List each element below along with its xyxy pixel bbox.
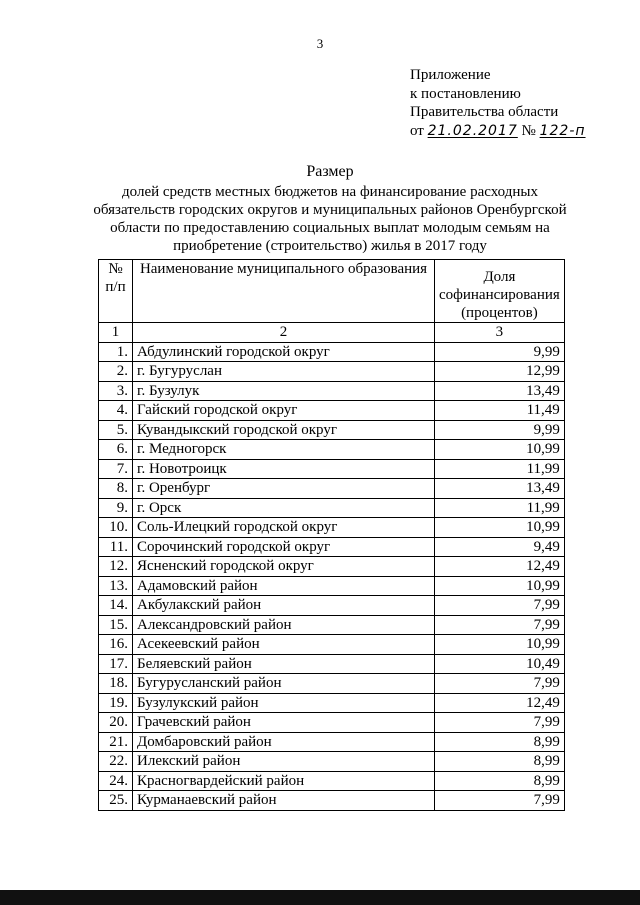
row-name: Домбаровский район <box>133 732 435 752</box>
table-body <box>99 342 565 810</box>
resolution-number: 122-п <box>539 122 586 139</box>
row-number: 6. <box>99 440 133 460</box>
table-row <box>99 420 565 440</box>
table-header-row <box>99 260 565 323</box>
row-value: 12,99 <box>435 362 565 382</box>
row-name: Беляевский район <box>133 654 435 674</box>
scan-bottom-edge <box>0 890 640 905</box>
row-number: 19. <box>99 693 133 713</box>
row-value: 10,99 <box>435 576 565 596</box>
row-value: 10,99 <box>435 635 565 655</box>
row-name: Абдулинский городской округ <box>133 342 435 362</box>
row-number: 21. <box>99 732 133 752</box>
row-name: Александровский район <box>133 615 435 635</box>
number-label: № <box>521 122 536 139</box>
document-heading <box>90 163 570 255</box>
row-number: 10. <box>99 518 133 538</box>
table-row <box>99 342 565 362</box>
resolution-date: 21.02.2017 <box>427 122 518 139</box>
row-name: Ясненский городской округ <box>133 557 435 577</box>
row-value: 9,49 <box>435 537 565 557</box>
row-value: 7,99 <box>435 791 565 811</box>
header-share-line-2: софинансирования <box>439 287 560 303</box>
header-number <box>99 260 133 323</box>
table-row <box>99 596 565 616</box>
row-value: 10,49 <box>435 654 565 674</box>
table-row <box>99 713 565 733</box>
table-row <box>99 791 565 811</box>
row-name: Курманаевский район <box>133 791 435 811</box>
row-value: 7,99 <box>435 596 565 616</box>
row-number: 2. <box>99 362 133 382</box>
row-value: 13,49 <box>435 381 565 401</box>
appendix-line-3: Правительства области <box>410 104 559 120</box>
row-number: 5. <box>99 420 133 440</box>
row-name: г. Оренбург <box>133 479 435 499</box>
row-name: г. Медногорск <box>133 440 435 460</box>
row-number: 16. <box>99 635 133 655</box>
column-number: 3 <box>435 323 565 343</box>
row-name: Бугурусланский район <box>133 674 435 694</box>
heading-title: Размер <box>306 163 354 180</box>
table-row <box>99 635 565 655</box>
row-number: 22. <box>99 752 133 772</box>
heading-line-3: области по предоставлению социальных выплат молодым семьям на <box>110 220 550 236</box>
header-share-line-3: (процентов) <box>461 305 538 321</box>
row-name: Адамовский район <box>133 576 435 596</box>
row-value: 11,49 <box>435 401 565 421</box>
row-number: 12. <box>99 557 133 577</box>
page-number: 3 <box>316 36 324 51</box>
column-number: 1 <box>99 323 133 343</box>
row-name: Кувандыкский городской округ <box>133 420 435 440</box>
row-name: г. Орск <box>133 498 435 518</box>
row-number: 20. <box>99 713 133 733</box>
table-row <box>99 752 565 772</box>
header-name: Наименование муниципального образования <box>133 260 435 323</box>
table-row <box>99 401 565 421</box>
table-row <box>99 771 565 791</box>
row-value: 13,49 <box>435 479 565 499</box>
row-value: 8,99 <box>435 732 565 752</box>
header-number-line-2: п/п <box>105 279 126 295</box>
table-row <box>99 615 565 635</box>
header-share <box>435 260 565 323</box>
row-number: 11. <box>99 537 133 557</box>
table-row <box>99 440 565 460</box>
row-value: 7,99 <box>435 674 565 694</box>
row-name: Соль-Илецкий городской округ <box>133 518 435 538</box>
table-row <box>99 674 565 694</box>
row-number: 14. <box>99 596 133 616</box>
row-number: 15. <box>99 615 133 635</box>
row-name: г. Бузулук <box>133 381 435 401</box>
from-label: от <box>410 122 424 139</box>
row-number: 8. <box>99 479 133 499</box>
row-name: Сорочинский городской округ <box>133 537 435 557</box>
table-row <box>99 537 565 557</box>
row-value: 8,99 <box>435 771 565 791</box>
row-number: 7. <box>99 459 133 479</box>
row-number: 1. <box>99 342 133 362</box>
heading-line-2: обязательств городских округов и муниципальных районов Оренбургской <box>93 202 567 218</box>
shares-table <box>98 259 565 811</box>
table-row <box>99 576 565 596</box>
row-number: 9. <box>99 498 133 518</box>
row-value: 12,49 <box>435 693 565 713</box>
heading-line-4: приобретение (строительство) жилья в 2017 году <box>173 238 487 254</box>
table-row <box>99 362 565 382</box>
row-name: Илекский район <box>133 752 435 772</box>
row-number: 3. <box>99 381 133 401</box>
column-number: 2 <box>133 323 435 343</box>
table-row <box>99 557 565 577</box>
table-row <box>99 654 565 674</box>
row-number: 13. <box>99 576 133 596</box>
row-name: Гайский городской округ <box>133 401 435 421</box>
row-value: 7,99 <box>435 713 565 733</box>
row-value: 8,99 <box>435 752 565 772</box>
row-number: 4. <box>99 401 133 421</box>
row-value: 9,99 <box>435 342 565 362</box>
appendix-line-1: Приложение <box>410 67 491 83</box>
row-name: Грачевский район <box>133 713 435 733</box>
row-value: 11,99 <box>435 498 565 518</box>
row-number: 17. <box>99 654 133 674</box>
row-value: 11,99 <box>435 459 565 479</box>
appendix-block <box>410 66 586 140</box>
row-name: Красногвардейский район <box>133 771 435 791</box>
row-number: 25. <box>99 791 133 811</box>
table-row <box>99 479 565 499</box>
row-name: Акбулакский район <box>133 596 435 616</box>
table-row <box>99 459 565 479</box>
row-name: Асекеевский район <box>133 635 435 655</box>
appendix-date-line <box>410 122 586 141</box>
column-numbers-row <box>99 323 565 343</box>
table-row <box>99 498 565 518</box>
row-number: 24. <box>99 771 133 791</box>
row-value: 12,49 <box>435 557 565 577</box>
table-row <box>99 381 565 401</box>
heading-line-1: долей средств местных бюджетов на финансирование расходных <box>122 184 538 200</box>
table-row <box>99 732 565 752</box>
row-value: 10,99 <box>435 440 565 460</box>
appendix-line-2: к постановлению <box>410 85 521 102</box>
table-row <box>99 693 565 713</box>
row-name: Бузулукский район <box>133 693 435 713</box>
header-share-line-1: Доля <box>483 269 516 285</box>
row-name: г. Новотроицк <box>133 459 435 479</box>
row-number: 18. <box>99 674 133 694</box>
row-name: г. Бугуруслан <box>133 362 435 382</box>
row-value: 10,99 <box>435 518 565 538</box>
row-value: 9,99 <box>435 420 565 440</box>
row-value: 7,99 <box>435 615 565 635</box>
table-row <box>99 518 565 538</box>
header-number-line-1: № <box>108 261 123 277</box>
